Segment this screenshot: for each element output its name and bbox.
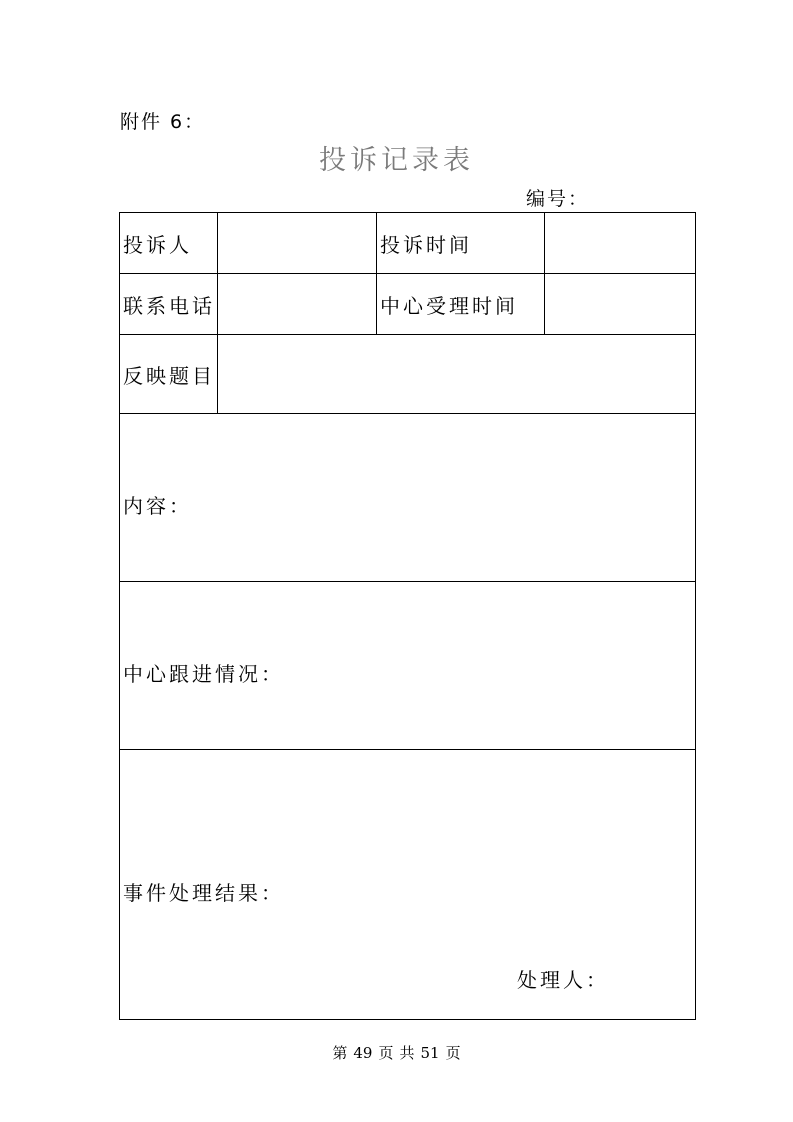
complaint-record-form xyxy=(119,212,696,1020)
result-label: 事件处理结果： xyxy=(123,881,284,905)
page-footer xyxy=(0,1042,793,1063)
result-field[interactable] xyxy=(120,750,696,1020)
phone-label: 联系电话 xyxy=(120,274,218,335)
form-row-subject xyxy=(120,335,696,414)
followup-label: 中心跟进情况： xyxy=(123,662,284,686)
content-field[interactable] xyxy=(120,414,696,582)
form-row-complainant xyxy=(120,213,696,274)
subject-label: 反映题目 xyxy=(120,335,218,414)
form-row-result xyxy=(120,750,696,1020)
followup-field[interactable] xyxy=(120,582,696,750)
phone-field[interactable] xyxy=(218,274,377,335)
accept-time-label: 中心受理时间 xyxy=(377,274,545,335)
form-row-followup xyxy=(120,582,696,750)
form-row-phone xyxy=(120,274,696,335)
complaint-time-field[interactable] xyxy=(545,213,696,274)
accept-time-field[interactable] xyxy=(545,274,696,335)
footer-suffix: 页 xyxy=(445,1044,461,1062)
form-row-content xyxy=(120,414,696,582)
footer-total-word: 共 xyxy=(399,1044,415,1062)
page-title: 投诉记录表 xyxy=(319,145,474,176)
handler-label: 处理人： xyxy=(517,968,609,992)
footer-current-page: 49 xyxy=(353,1044,373,1062)
attachment-label: 附件 6： xyxy=(120,111,206,133)
serial-number-label: 编号： xyxy=(526,188,590,210)
complaint-time-label: 投诉时间 xyxy=(377,213,545,274)
footer-page-word: 页 xyxy=(378,1044,394,1062)
complainant-label: 投诉人 xyxy=(120,213,218,274)
content-label: 内容： xyxy=(123,494,192,518)
footer-prefix: 第 xyxy=(332,1044,348,1062)
subject-field[interactable] xyxy=(218,335,696,414)
footer-total-pages: 51 xyxy=(420,1044,440,1062)
complainant-field[interactable] xyxy=(218,213,377,274)
